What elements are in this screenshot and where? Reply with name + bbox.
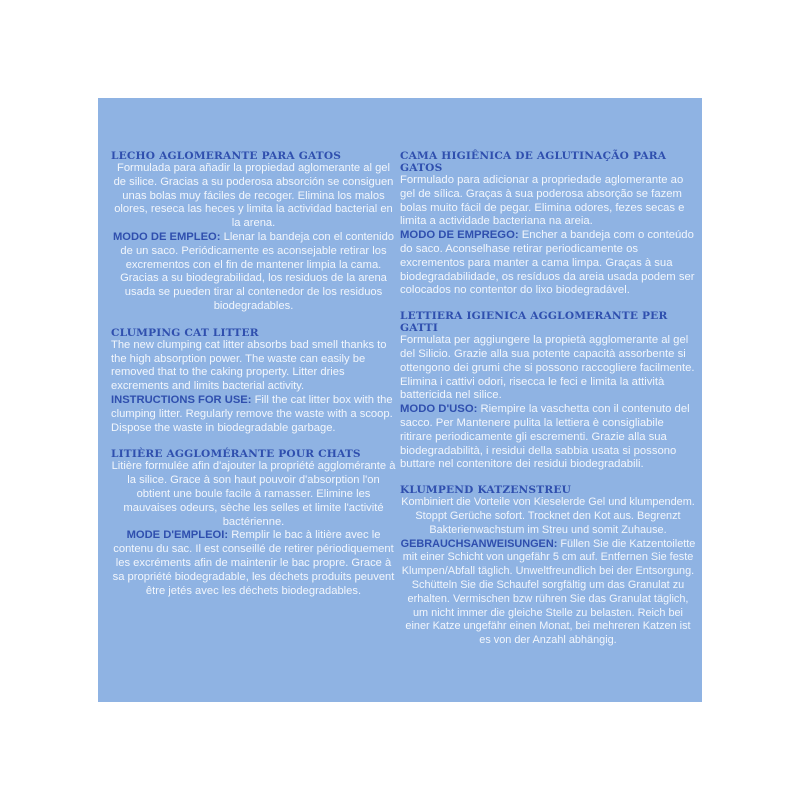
- right-column: [400, 150, 696, 660]
- section-heading: CLUMPING CAT LITTER: [111, 326, 259, 339]
- section-instructions: [400, 229, 696, 298]
- section-heading: CAMA HIGIÊNICA DE AGLUTINAÇÃO PARA GATOS: [400, 150, 667, 174]
- section-english: [111, 327, 396, 436]
- instructions-label: INSTRUCTIONS FOR USE:: [111, 393, 252, 406]
- section-body: The new clumping cat litter absorbs bad smell thanks to the high absorption power. The waste can easily be removed that to the caking property. Litter dries excrements and limits bacterial activity.: [111, 338, 387, 393]
- instructions-label: MODO DE EMPLEO:: [112, 230, 221, 243]
- instructions-label: MODO DE EMPREGO:: [400, 229, 519, 242]
- instructions-text: Remplir le bac à litière avec le contenu du sac. Il est conseillé de retirer périodiquement les excréments afin de maintenir le bac propre. Grace à sa propriété biodegradable, les déchets produits peuvent être jetés avec les déchets biodegradables.: [112, 529, 395, 597]
- section-french: [111, 448, 396, 598]
- section-instructions: [111, 394, 396, 435]
- instructions-text: Llenar la bandeja con el contenido de un saco. Periódicamente es aconsejable retirar los excrementos con el fin de mantener limpia la cama. Gracias a su biodegrabilidad, los residuos de la arena usada se pueden tirar al contenedor de los residuos biodegradables.: [120, 230, 395, 312]
- section-italian: [400, 310, 696, 472]
- section-german: [400, 484, 696, 648]
- section-heading: LETTIERA IGIENICA AGGLOMERANTE PER GATTI: [400, 310, 668, 335]
- section-instructions: [111, 231, 396, 314]
- section-heading: LECHO AGLOMERANTE PARA GATOS: [111, 150, 342, 162]
- section-body: Litière formulée afin d'ajouter la propriété agglomérante à la silice. Grace à son haut pouvoir d'absorption l'on obtient une boule facile à ramasser. Elimine les mauvaises odeurs, sèche les selles et limite l'activité bactérienne.: [111, 460, 396, 528]
- section-heading: LITIÈRE AGGLOMÉRANTE POUR CHATS: [111, 448, 361, 461]
- instructions-text: Riempire la vaschetta con il contenuto del sacco. Per Mantenere pulita la lettiera è consigliabile ritirare periodicamente gli escrementi. Grazie alla sua biodegradabilità, i residui della sabbia usata si possono buttare nel contenitore dei residui biodegradabili.: [400, 403, 690, 471]
- section-instructions: [400, 538, 696, 648]
- instructions-label: MODE D'EMPLEOI:: [126, 529, 229, 542]
- instructions-text: Fill the cat litter box with the clumping litter. Regularly remove the waste with a scoop. Dispose the waste in biodegradable garbage.: [111, 393, 393, 434]
- section-instructions: [111, 529, 396, 598]
- instructions-label: GEBRAUCHSANWEISUNGEN:: [400, 537, 558, 550]
- instructions-text: Encher a bandeja com o conteúdo do saco. Aconselhase retirar periodicamente os excrementos para manter a cama limpa. Graças à sua biodegradabilidade, os resíduos da areia usada podem ser colocados no contentor do lixo biodegradável.: [400, 229, 695, 297]
- instructions-text: Füllen Sie die Katzentoilette mit einer Schicht von ungefähr 5 cm auf. Entfernen Sie feste Klumpen/Abfall täglich. Unweltfreundlich bei der Entsorgung. Schütteln Sie die Schaufel sorgfältig um das Granulat zu erhalten. Vermischen bzw rühren Sie das Granulat täglich, um nicht immer die gleiche Stelle zu belasten. Reich bei einer Katze ungefähr einen Monat, bei mehreren Katzen ist es von der Anzahl abhängig.: [401, 537, 696, 647]
- section-body: Formulata per aggiungere la propietà agglomerante al gel del Silicio. Grazie alla sua potente capacità assorbente si ottengono dei grumi che si possono raccogliere facilmente. Elimina i cattivi odori, risecca le feci e limita la attività battericida nel silice.: [400, 334, 695, 402]
- section-instructions: [400, 403, 696, 472]
- instructions-label: MODO D'USO:: [400, 403, 478, 416]
- section-heading: KLUMPEND KATZENSTREU: [400, 484, 572, 497]
- section-body: Kombiniert die Vorteile von Kieselerde Gel und klumpendem. Stoppt Gerüche sofort. Trocknet den Kot aus. Begrenzt Bakterienwachstum im Streu und somit Zuhause.: [401, 496, 695, 536]
- section-body: Formulada para añadir la propiedad aglomerante al gel de silice. Gracias a su poderosa absorción se consiguen unas bolas muy fáciles de recoger. Elimina los malos olores, reseca las heces y limita la actividad bacterial en la arena.: [113, 162, 394, 230]
- left-column: [111, 150, 396, 611]
- section-body: Formulado para adicionar a propriedade aglomerante ao gel de sílica. Graças à sua poderosa absorção se fazem bolas muito fácil de pegar. Elimina odores, fezes secas e limita a actividade bacteriana na areia.: [400, 174, 685, 228]
- section-portuguese: [400, 150, 696, 298]
- section-spanish: [111, 150, 396, 314]
